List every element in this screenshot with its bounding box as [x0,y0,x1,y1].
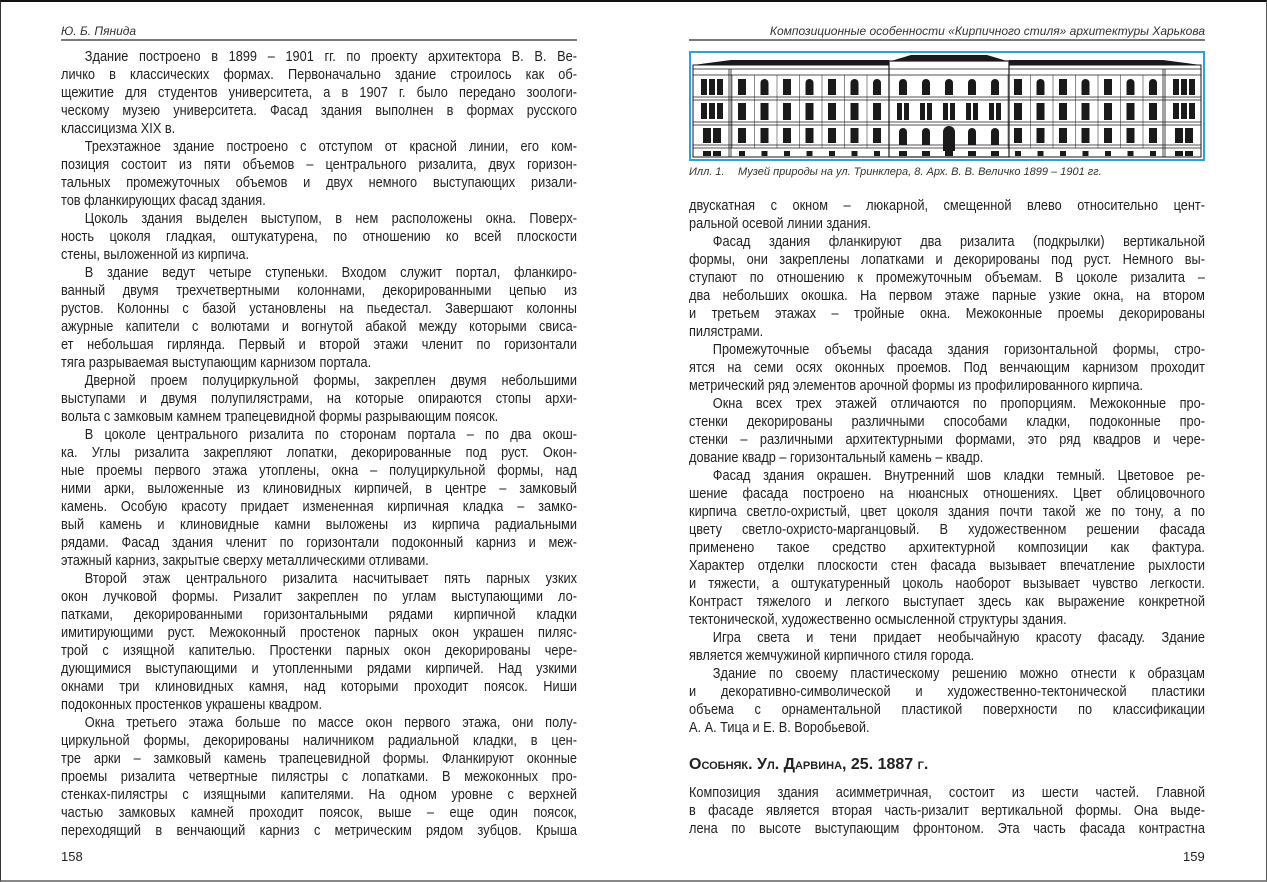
window-icon [738,79,746,95]
text-line: Здание построено в 1899 – 1901 гг. по проекту архитектора В. В. Ве- [84,48,577,65]
roof-center [891,55,1007,61]
window-icon [738,103,746,120]
text-line: и декоративно-символической и художественно-тектонической пластики [689,683,1205,700]
window-icon [783,128,791,143]
window-icon [897,103,902,120]
window-icon [1037,128,1045,143]
facade-drawing [691,53,1203,159]
window-icon [922,79,930,95]
window-icon [1015,151,1021,156]
window-icon [1038,151,1044,156]
building-facade-illustration [689,51,1205,161]
window-icon [899,79,907,95]
text-line: дующимися выступающими и утопленными рядами кирпичей. Над узкими [61,660,577,677]
window-icon [920,103,925,120]
text-line: ка. Углы ризалита закрепляют лопатки, декорированные под руст. Окон- [61,444,577,461]
text-line: Контраст тяжелого и легкого выступает здесь как выражение конкретной [689,593,1205,610]
window-icon [950,103,955,120]
paragraph [61,714,577,840]
text-line: стены, выложенной из кирпича. [61,246,249,263]
window-icon [904,103,909,120]
window-icon [922,128,930,145]
text-line: Второй этаж центрального ризалита насчитывает пять парных узких [84,570,577,587]
text-line: трой с изящной капителью. Простенки парных окон декорированы чере- [61,642,577,659]
text-line: рядами. Фасад здания членит по горизонтали подоконный карниз и меж- [61,534,577,551]
text-line: патками, декорированными горизонтальными рядами кирпичной кладки [61,606,577,623]
roof-left [693,60,889,65]
text-line: ческому музею университета. Фасад здания выполнен в формах русского [61,102,577,119]
window-icon [738,128,746,143]
window-icon [1175,151,1183,156]
window-icon [1127,128,1135,143]
figure-label: Илл. 1. [689,166,725,178]
window-icon [717,103,723,119]
window-icon [1014,79,1022,95]
text-line: тяга разрываемая выступающим карнизом портала. [61,354,372,371]
window-icon [1150,151,1156,156]
figure-caption-text: Музей природы на ул. Тринклера, 8. Арх. В. В. Величко 1899 – 1901 гг. [738,166,1102,178]
window-icon [1059,128,1067,143]
window-icon [806,79,814,95]
window-icon [761,128,769,143]
window-icon [968,79,976,95]
running-head-title: Композиционные особенности «Кирпичного стиля» архитектуры Харькова [769,24,1205,38]
window-icon [1104,103,1112,120]
text-line: Характер отделки плоскости стен фасада вызывает впечатление рыхлости [689,557,1205,574]
window-icon [806,103,814,120]
window-icon [1127,79,1135,95]
window-icon [874,151,880,156]
window-icon [829,151,835,156]
window-icon [1059,79,1067,95]
text-line: выступами и двумя полупилястрами, на которые опираются стопы архи- [61,390,577,407]
text-line: ними арки, выложенные из клиновидных кирпичей, в центре – замковый [61,480,577,497]
window-icon [807,151,813,156]
paragraph [61,426,577,570]
text-line: стенки – различными архитектурными формами, это ряд квадров и чере- [689,431,1205,448]
paragraph [61,138,577,210]
text-line: позиция состоит из пяти объемов – центрального ризалита, двух горизон- [61,156,577,173]
window-icon [899,151,907,156]
window-icon [762,151,768,156]
window-icon [851,128,859,143]
text-line: А. А. Тица и Е. В. Воробьевой. [689,719,870,736]
text-line: ность цоколя гладкая, оштукатурена, по отношению ко всей плоскости [61,228,577,245]
text-line: Цоколь здания выделен выступом, в нем расположены окна. Поверх- [84,210,577,227]
window-icon [703,151,711,156]
section-body-text [689,784,1205,838]
header-rule [689,39,1205,41]
window-icon [873,79,881,95]
text-line: рустов. Колонны с базой установлены на пьедестал. Завершают колонны [61,300,577,317]
text-line: циркульной формы, декорированы наличником радиальной кладки, в цен- [61,732,577,749]
window-icon [943,103,948,120]
page-number: 158 [61,849,83,864]
section-heading: Особняк. Ул. Дарвина, 25. 1887 г. [689,756,929,773]
window-icon [1175,128,1183,143]
window-icon [828,128,836,143]
window-icon [852,151,858,156]
text-line: Трехэтажное здание построено с отступом от красной линии, его ком- [84,138,577,155]
window-icon [828,103,836,120]
paragraph [61,264,577,372]
paragraph [61,570,577,714]
window-icon [701,79,707,95]
text-line: Здание по своему пластическому решению можно отнести к образцам [712,665,1205,682]
text-line: метрический ряд элементов арочной формы из профилированного кирпича. [689,377,1144,394]
paragraph [689,197,1205,233]
window-icon [996,103,1001,120]
window-icon [991,151,999,156]
window-icon [783,103,791,120]
window-icon [873,128,881,143]
text-line: тектонической, художественно осмысленной структуры здания. [689,611,1067,628]
text-line: ральной осевой линии здания. [689,215,872,232]
text-line: тов фланкирующих фасад здания. [61,192,266,209]
window-icon [851,103,859,120]
text-line: окон лучковой формы. Ризалит закреплен по углам выступающими ло- [61,588,577,605]
window-icon [739,151,745,156]
text-line: стенках-пилястры с изящными капителями. На одном уровне с верхней [61,786,577,803]
text-line: вольта с замковым камнем трапецевидной формы разрывающим поясок. [61,408,499,425]
window-icon [945,79,953,95]
window-icon [1059,103,1067,120]
text-line: Промежуточные объемы фасада здания горизонтальной формы, стро- [712,341,1205,358]
window-icon [701,103,707,119]
text-line: двускатная с окном – люкарной, смещенной влево относительно цент- [689,197,1205,214]
text-line: ятся на семи осях оконных проемов. Под венчающим карнизом проходит [689,359,1205,376]
window-icon [1082,79,1090,95]
window-icon [943,126,955,151]
paragraph [689,341,1205,395]
window-icon [703,128,711,143]
window-icon [989,103,994,120]
running-head-author: Ю. Б. Пянида [61,24,137,38]
window-icon [1127,103,1135,120]
text-line: цвету светло-охристо-марганцовый. В художественном решении фасада [689,521,1205,538]
page-number: 159 [1183,849,1205,864]
window-icon [1037,79,1045,95]
window-icon [717,79,723,95]
left-body-text [61,48,577,840]
window-icon [922,151,930,156]
window-icon [1149,103,1157,120]
window-icon [927,103,932,120]
text-line: личко в классических формах. Первоначально здание строилось как об- [61,66,577,83]
window-icon [1037,103,1045,120]
paragraph [61,210,577,264]
window-icon [1014,128,1022,143]
text-line: ванный двумя трехчетвертными колоннами, декорированными цепью из [61,282,577,299]
window-icon [1014,103,1022,120]
text-line: лена по высоте выступающим фронтоном. Эта часть фасада контрастна [689,820,1205,837]
text-line: и третьем этажах – тройные окна. Межоконные проемы декорированы [689,305,1205,322]
window-icon [784,151,790,156]
window-icon [1173,103,1179,119]
text-line: объема с орнаментальной пластикой поверхности по классификации [689,701,1205,718]
window-icon [1060,151,1066,156]
window-icon [1082,103,1090,120]
window-icon [709,103,715,119]
text-line: в фасаде является вторая часть-ризалит вертикальной формы. Она выде- [689,802,1205,819]
text-line: кирпича светло-охристый, цвет цоколя здания почти такой же по тону, а по [689,503,1205,520]
paragraph [689,395,1205,467]
window-icon [1149,128,1157,143]
window-icon [1082,128,1090,143]
text-line: В здание ведут четыре ступеньки. Входом служит портал, фланкиро- [84,264,577,281]
window-icon [1083,151,1089,156]
figure-caption [689,166,1102,178]
text-line: Игра света и тени придает необычайную красоту фасаду. Здание [712,629,1205,646]
roof-right [1009,60,1201,65]
text-line: окнами три клиновидных камня, над которыми проходит поясок. Ниши [61,678,577,695]
header-rule [61,39,577,41]
window-icon [1185,151,1193,156]
text-line: Окна третьего этажа больше по массе окон первого этажа, они полу- [84,714,577,731]
text-line: формы, они закреплены лопатками и декорированы под руст. Немного вы- [689,251,1205,268]
text-line: Фасад здания фланкируют два ризалита (подкрылки) вертикальной [712,233,1205,250]
text-line: тре арки – замковый камень трапецевидной формы. Фланкируют оконные [61,750,577,767]
window-icon [873,103,881,120]
window-icon [899,128,907,145]
window-icon [1189,79,1195,95]
window-icon [713,128,721,143]
text-line: щежитие для студентов университета, а в 1907 г. было передано зоологи- [61,84,577,101]
text-line: частью замковых камней проходит поясок, выше – еще один поясок, [61,804,577,821]
text-line: классицизма XIX в. [61,120,176,137]
text-line: пилястрами. [689,323,764,340]
window-icon [806,128,814,143]
paragraph [689,233,1205,341]
window-icon [973,103,978,120]
text-line: и тяжести, а оштукатуренный цоколь наоборот вызывает чувство легкости. [689,575,1205,592]
text-line: подоконных простенков украшены квадром. [61,696,323,713]
text-line: Композиция здания асимметричная, состоит из шести частей. Главной [689,784,1205,801]
window-icon [968,151,976,156]
text-line: применено такое средство архитектурной композиции как фактура. [689,539,1205,556]
paragraph [689,784,1205,838]
window-icon [991,79,999,95]
text-line: имитирующими руст. Межоконный простенок парных окон украшен пиляс- [61,624,577,641]
paragraph [61,48,577,138]
window-icon [1104,128,1112,143]
text-line: дование квадр – горизонтальный камень – квадр. [689,449,984,466]
text-line: ступают по отношению к промежуточным объемам. В цоколе ризалита – [689,269,1205,286]
window-icon [761,79,769,95]
text-line: Окна всех трех этажей отличаются по пропорциям. Межоконные про- [712,395,1205,412]
window-icon [828,79,836,95]
text-line: камень. Особую красоту придает измененная кирпичная кладка – замко- [61,498,577,515]
window-icon [1181,103,1187,119]
window-icon [709,79,715,95]
window-icon [1181,79,1187,95]
paragraph [61,372,577,426]
text-line: является жемчужиной кирпичного стиля города. [689,647,975,664]
text-line: шение фасада построено на нюансных отношениях. Цвет облицовочного [689,485,1205,502]
window-icon [1128,151,1134,156]
paragraph [689,665,1205,737]
text-line: ные проемы первого этажа утоплены, окна – полуциркульной формы, над [61,462,577,479]
window-icon [1105,151,1111,156]
window-icon [1173,79,1179,95]
right-body-text [689,197,1205,737]
window-icon [1104,79,1112,95]
window-icon [1185,128,1193,143]
text-line: вый камень и клиновидные камни выложены из кирпича радиальными [61,516,577,533]
text-line: два небольших окошка. На первом этаже парные узкие окна, на втором [689,287,1205,304]
window-icon [968,128,976,145]
window-icon [713,151,721,156]
window-icon [1189,103,1195,119]
window-icon [851,79,859,95]
text-line: стенки декорированы различными способами кладки, подоконные про- [689,413,1205,430]
window-icon [783,79,791,95]
text-line: проемы ризалита четвертные пилястры с лопатками. В межоконных про- [61,768,577,785]
text-line: переходящий в венчающий карниз с метрическим рядом зубцов. Крыша [61,822,577,839]
window-icon [966,103,971,120]
window-icon [945,151,953,156]
text-line: В цоколе центрального ризалита по сторонам портала – по два окош- [84,426,577,443]
window-icon [991,128,999,145]
text-line: Фасад здания окрашен. Внутренний шов кладки темный. Цветовое ре- [712,467,1205,484]
paragraph [689,467,1205,629]
text-line: ажурные капители с волютами и вогнутой абакой между которыми свиса- [61,318,577,335]
text-line: тальных промежуточных объемов и двух немного выступающих ризали- [61,174,577,191]
text-line: этажный карниз, закрытые сверху металлическими отливами. [61,552,429,569]
window-icon [761,103,769,120]
text-line: Дверной проем полуциркульной формы, закреплен двумя небольшими [84,372,577,389]
text-line: ет небольшая гирлянда. Первый и второй этажи членит по горизонтали [61,336,577,353]
paragraph [689,629,1205,665]
window-icon [1149,79,1157,95]
